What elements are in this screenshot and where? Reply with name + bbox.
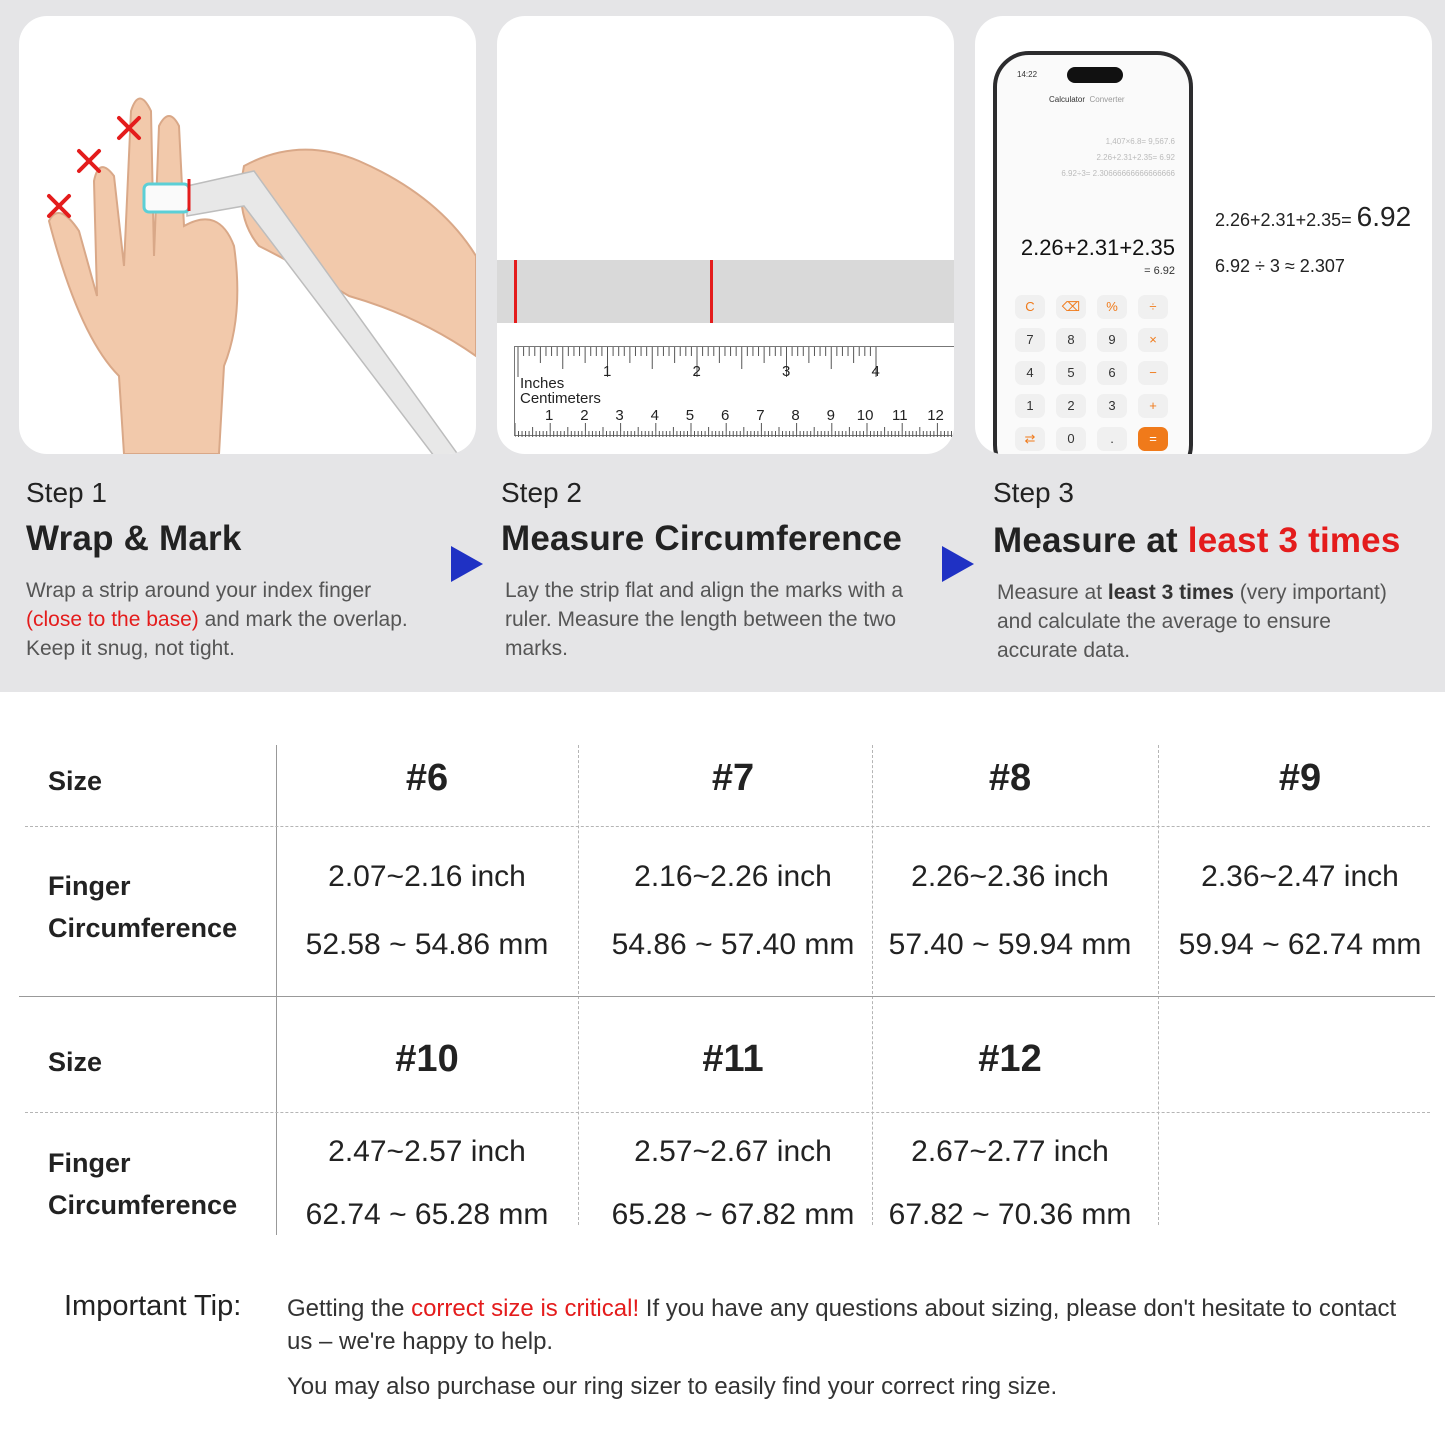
circumference-inch: 2.16~2.26 inch	[634, 860, 832, 893]
paper-strip	[497, 260, 954, 323]
step-number: Step 1	[26, 477, 107, 508]
percent-key[interactable]: %	[1097, 295, 1127, 319]
phone	[993, 51, 1193, 454]
finger-circumference-label: Finger Circumference	[48, 1148, 238, 1220]
ruler	[514, 346, 954, 436]
step-title: Measure Circumference	[501, 519, 903, 558]
key-4[interactable]: 4	[1015, 361, 1045, 385]
key-7[interactable]: 7	[1015, 328, 1045, 352]
key-6[interactable]: 6	[1097, 361, 1127, 385]
clear-key[interactable]: C	[1015, 295, 1045, 319]
next-arrow-icon	[942, 546, 974, 582]
circumference-inch: 2.36~2.47 inch	[1201, 860, 1399, 893]
circumference-mm: 67.82 ~ 70.36 mm	[888, 1198, 1132, 1231]
cm-number: 12	[927, 407, 944, 424]
phone-time: 14:22	[1017, 70, 1038, 79]
size-value: #12	[978, 1038, 1042, 1080]
step-number: Step 2	[501, 477, 582, 508]
step-number: Step 3	[993, 477, 1074, 508]
inch-number: 2	[692, 363, 701, 380]
cm-number: 3	[615, 407, 624, 424]
size-label: Size	[48, 1047, 103, 1077]
circumference-mm: 52.58 ~ 54.86 mm	[305, 928, 549, 961]
next-arrow-icon	[451, 546, 483, 582]
step-description: Measure at least 3 times (very important) and calculate the average to ensure accurate data.	[997, 581, 1387, 662]
inch-number: 1	[603, 363, 612, 380]
history-line: 1,407×6.8= 9,567.6	[1105, 137, 1175, 146]
divide-key[interactable]: ÷	[1138, 295, 1168, 319]
key-2[interactable]: 2	[1056, 394, 1086, 418]
decimal-key[interactable]: .	[1097, 427, 1127, 451]
step-description: Wrap a strip around your index finger (close to the base) and mark the overlap. Keep it snug, not tight.	[26, 579, 408, 660]
table-divider	[578, 745, 579, 1225]
cm-number: 1	[545, 407, 554, 424]
cm-number: 6	[721, 407, 730, 424]
table-divider	[25, 826, 1430, 827]
circumference-inch: 2.07~2.16 inch	[328, 860, 526, 893]
calculator-title: Calculator Converter	[1049, 95, 1125, 104]
size-value: #11	[702, 1038, 764, 1080]
cm-number: 8	[791, 407, 800, 424]
circumference-inch: 2.26~2.36 inch	[911, 860, 1109, 893]
circumference-mm: 65.28 ~ 67.82 mm	[611, 1198, 855, 1231]
average-calculation: 6.92 ÷ 3 ≈ 2.307	[1215, 256, 1345, 276]
equals-key[interactable]: =	[1138, 427, 1168, 451]
cm-number: 2	[580, 407, 589, 424]
size-value: #8	[988, 757, 1032, 799]
circumference-inch: 2.67~2.77 inch	[911, 1135, 1109, 1168]
cm-number: 4	[650, 407, 659, 424]
size-label: Size	[48, 766, 103, 796]
cm-number: 7	[756, 407, 765, 424]
size-value: #9	[1278, 757, 1322, 799]
ruler-image	[497, 16, 954, 454]
calculator-image	[975, 16, 1432, 454]
key-5[interactable]: 5	[1056, 361, 1086, 385]
dynamic-island	[1067, 67, 1123, 83]
step-description: Lay the strip flat and align the marks with a ruler. Measure the length between the two marks.	[505, 579, 904, 660]
key-9[interactable]: 9	[1097, 328, 1127, 352]
step-title: Wrap & Mark	[26, 519, 242, 558]
size-value: #10	[395, 1038, 459, 1080]
cm-number: 10	[856, 407, 874, 424]
wrap-finger-image	[19, 16, 476, 454]
tip-label: Important Tip:	[64, 1290, 242, 1322]
key-8[interactable]: 8	[1056, 328, 1086, 352]
calculator-result: = 6.92	[1144, 265, 1175, 277]
convert-key[interactable]: ⇄	[1015, 427, 1045, 451]
strip-mark-start	[514, 260, 517, 323]
size-value: #7	[711, 757, 755, 799]
calculator-expression: 2.26+2.31+2.35	[1020, 235, 1175, 260]
strip-mark-end	[710, 260, 713, 323]
key-0[interactable]: 0	[1056, 427, 1086, 451]
circumference-inch: 2.57~2.67 inch	[634, 1135, 832, 1168]
circumference-mm: 54.86 ~ 57.40 mm	[611, 928, 855, 961]
sum-calculation: 2.26+2.31+2.35= 6.92	[1215, 201, 1412, 232]
inch-number: 4	[871, 363, 880, 380]
inches-label: Inches	[520, 375, 565, 392]
history-line: 2.26+2.31+2.35= 6.92	[1096, 153, 1175, 162]
key-3[interactable]: 3	[1097, 394, 1127, 418]
hand-illustration	[19, 16, 476, 454]
cm-number: 5	[685, 407, 695, 424]
cm-number: 9	[826, 407, 835, 424]
centimeters-label: Centimeters	[520, 390, 601, 407]
minus-key[interactable]: −	[1138, 361, 1168, 385]
multiply-key[interactable]: ×	[1138, 328, 1168, 352]
circumference-mm: 57.40 ~ 59.94 mm	[888, 928, 1132, 961]
step-title: Measure at least 3 times	[993, 521, 1401, 560]
step-1	[26, 479, 486, 663]
circumference-mm: 59.94 ~ 62.74 mm	[1178, 928, 1422, 961]
step-2	[501, 479, 931, 663]
plus-key[interactable]: +	[1138, 394, 1168, 418]
circumference-inch: 2.47~2.57 inch	[328, 1135, 526, 1168]
table-divider	[19, 996, 1435, 997]
circumference-mm: 62.74 ~ 65.28 mm	[305, 1198, 549, 1231]
step-3	[993, 479, 1433, 665]
key-1[interactable]: 1	[1015, 394, 1045, 418]
tip-text-secondary: You may also purchase our ring sizer to easily find your correct ring size.	[287, 1373, 1058, 1400]
history-line: 6.92÷3= 2.30666666666666666	[1061, 169, 1175, 178]
finger-circumference-label: Finger Circumference	[48, 871, 238, 943]
table-divider	[25, 1112, 1430, 1113]
tip-text: Getting the correct size is critical! If you have any questions about sizing, please don't hesitate to contact us – we're happy to help.	[287, 1295, 1397, 1355]
inch-number: 3	[782, 363, 791, 380]
cm-number: 11	[892, 407, 908, 424]
backspace-key[interactable]: ⌫	[1056, 295, 1086, 319]
size-value: #6	[405, 757, 449, 799]
